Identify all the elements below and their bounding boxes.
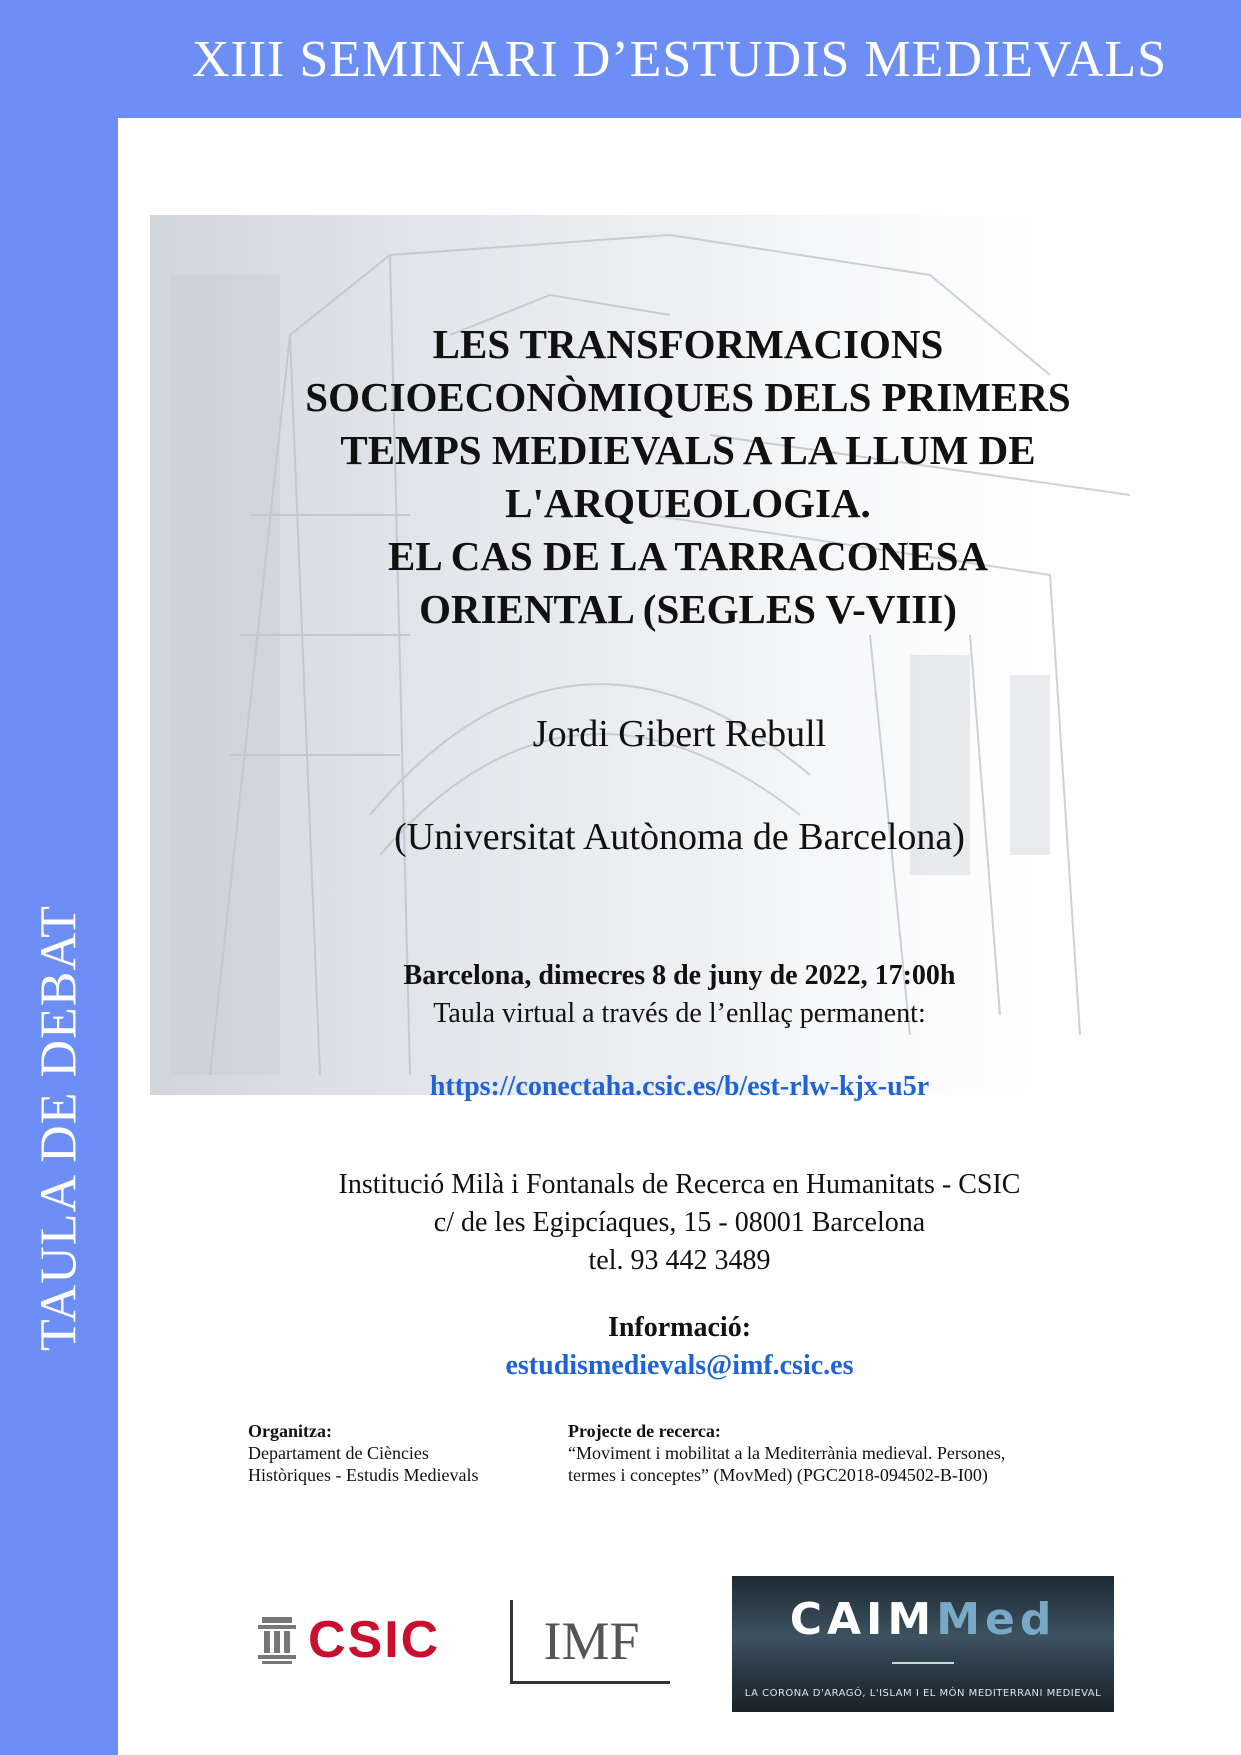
event-date: Barcelona, dimecres 8 de juny de 2022, 17:00h (403, 960, 956, 991)
title-line: ORIENTAL (SEGLES V-VIII) (419, 586, 957, 632)
title-line: LES TRANSFORMACIONS (432, 321, 944, 367)
caimmed-wordmark-part: Med (936, 1594, 1057, 1645)
venue-line: c/ de les Egipcíaques, 15 - 08001 Barcelona (433, 1207, 926, 1238)
caimmed-wordmark (732, 1594, 1114, 1645)
sidebar-band (0, 118, 118, 1755)
series-title: XIII SEMINARI D’ESTUDIS MEDIEVALS (191, 31, 1168, 88)
organizer-line: Històriques - Estudis Medievals (248, 1465, 479, 1485)
project-block (568, 1420, 1128, 1486)
title-line: SOCIOECONÒMIQUES DELS PRIMERS (305, 374, 1071, 420)
csic-logo (256, 1610, 440, 1670)
info-email-link[interactable]: estudismedievals@imf.csic.es (505, 1350, 854, 1381)
venue-phone: tel. 93 442 3489 (588, 1245, 771, 1276)
event-title (238, 318, 1138, 636)
organizer-label: Organitza: (248, 1421, 332, 1441)
meeting-link[interactable]: https://conectaha.csic.es/b/est-rlw-kjx-u5r (429, 1071, 930, 1102)
organizer-block (248, 1420, 548, 1486)
event-type-label: TAULA DE DEBAT (30, 904, 88, 1352)
virtual-session-note: Taula virtual a través de l’enllaç permanent: (433, 998, 926, 1029)
csic-emblem-icon (256, 1615, 298, 1665)
header-band (0, 0, 1241, 118)
venue-line: Institució Milà i Fontanals de Recerca en Humanitats - CSIC (338, 1169, 1021, 1200)
title-line: L'ARQUEOLOGIA. (505, 480, 871, 526)
info-label: Informació: (607, 1312, 752, 1343)
caimmed-wordmark-part: CAIM (789, 1594, 937, 1645)
organizer-line: Departament de Ciències (248, 1443, 429, 1463)
project-label: Projecte de recerca: (568, 1421, 721, 1441)
caimmed-tagline: LA CORONA D'ARAGÓ, L'ISLAM I EL MÓN MEDITERRANI MEDIEVAL (744, 1688, 1102, 1699)
project-line: termes i conceptes” (MovMed) (PGC2018-094502-B-I00) (568, 1465, 988, 1485)
speaker-name: Jordi Gibert Rebull (532, 713, 827, 755)
caimmed-logo (732, 1576, 1114, 1712)
caimmed-divider (892, 1662, 954, 1664)
title-line: TEMPS MEDIEVALS A LA LLUM DE (340, 427, 1036, 473)
speaker-affiliation: (Universitat Autònoma de Barcelona) (394, 816, 965, 858)
project-line: “Moviment i mobilitat a la Mediterrània medieval. Persones, (568, 1443, 1006, 1463)
csic-wordmark: CSIC (308, 1611, 441, 1669)
venue-address (118, 1166, 1241, 1280)
title-line: EL CAS DE LA TARRACONESA (388, 533, 988, 579)
imf-logo: IMF (510, 1600, 670, 1684)
